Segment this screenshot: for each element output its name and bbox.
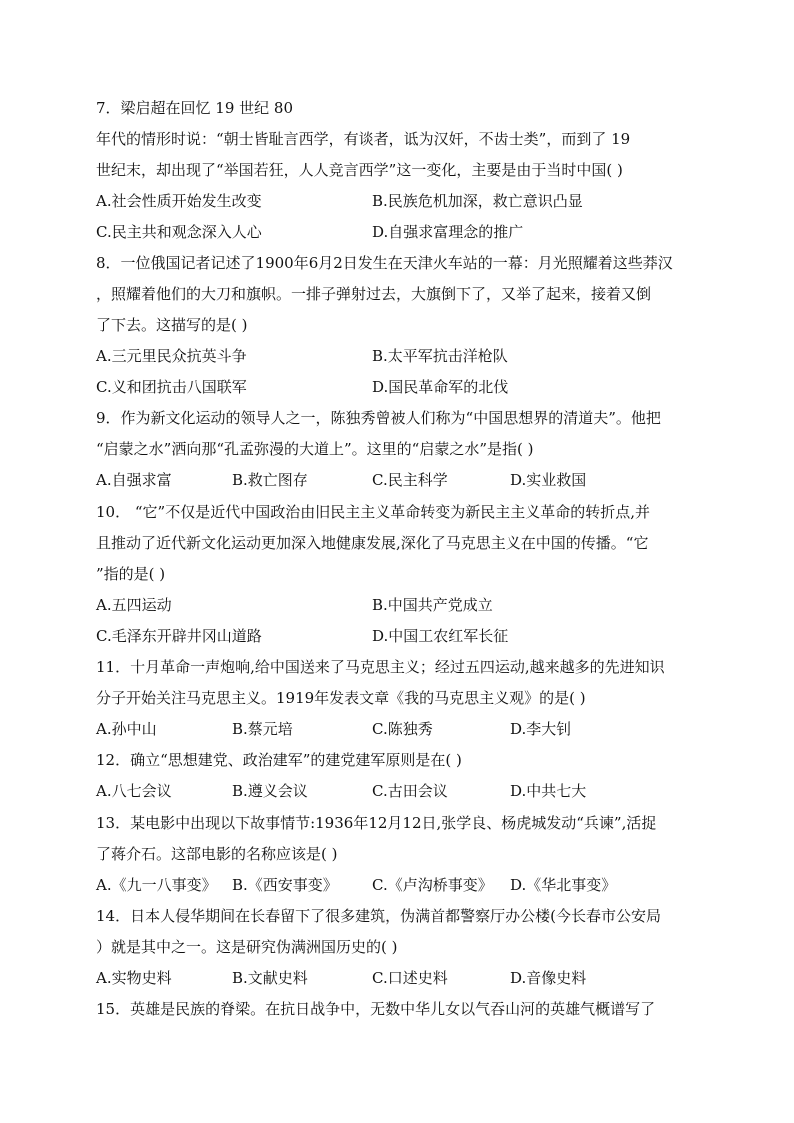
q15-line-1: 15．英雄是民族的脊梁。在抗日战争中，无数中华儿女以气吞山河的英雄气概谱写了 xyxy=(96,1000,656,1018)
q12-option-d: D.中共七大 xyxy=(510,782,587,800)
q11-option-d: D.李大钊 xyxy=(510,720,572,738)
q11-option-b: B.蔡元培 xyxy=(232,720,293,738)
q8-line-3: 了下去。这描写的是( ) xyxy=(96,316,248,334)
q8-line-1: 8．一位俄国记者记述了1900年6月2日发生在天津火车站的一幕：月光照耀着这些莽汉 xyxy=(96,254,673,272)
q13-option-d: D.《华北事变》 xyxy=(510,876,617,894)
q10-line-3: ”指的是( ) xyxy=(96,565,166,583)
q13-option-c: C.《卢沟桥事变》 xyxy=(372,876,493,894)
q10-line-1: 10． “它”不仅是近代中国政治由旧民主主义革命转变为新民主主义革命的转折点,并 xyxy=(96,503,650,521)
q12-option-b: B.遵义会议 xyxy=(232,782,308,800)
q13-line-1: 13．某电影中出现以下故事情节:1936年12月12日,张学良、杨虎城发动“兵谏”,活捉 xyxy=(96,814,657,832)
q14-option-d: D.音像史料 xyxy=(510,969,587,987)
q11-line-2: 分子开始关注马克思主义。1919年发表文章《我的马克思主义观》的是( ) xyxy=(96,689,586,707)
q9-option-b: B.救亡图存 xyxy=(232,471,308,489)
q14-option-c: C.口述史料 xyxy=(372,969,448,987)
q14-option-b: B.文献史料 xyxy=(232,969,308,987)
q14-line-2: ）就是其中之一。这是研究伪满洲国历史的( ) xyxy=(96,938,398,956)
q11-option-c: C.陈独秀 xyxy=(372,720,433,738)
q11-line-1: 11．十月革命一声炮响,给中国送来了马克思主义；经过五四运动,越来越多的先进知识 xyxy=(96,658,665,676)
q9-option-a: A.自强求富 xyxy=(96,471,172,489)
q12-option-a: A.八七会议 xyxy=(96,782,172,800)
q7-option-a: A.社会性质开始发生改变 xyxy=(96,192,262,210)
q10-line-2: 且推动了近代新文化运动更加深入地健康发展,深化了马克思主义在中国的传播。“它 xyxy=(96,534,649,552)
q7-option-b: B.民族危机加深，救亡意识凸显 xyxy=(372,192,583,210)
q12-line-1: 12．确立“思想建党、政治建军”的建党建军原则是在( ) xyxy=(96,751,462,769)
q10-option-b: B.中国共产党成立 xyxy=(372,596,493,614)
q13-line-2: 了蒋介石。这部电影的名称应该是( ) xyxy=(96,845,338,863)
q8-option-a: A.三元里民众抗英斗争 xyxy=(96,347,247,365)
q7-line-1: 7．梁启超在回忆 19 世纪 80 xyxy=(96,99,294,117)
q9-option-d: D.实业救国 xyxy=(510,471,587,489)
q9-line-2: “启蒙之水”洒向那“孔孟弥漫的大道上”。这里的“启蒙之水”是指( ) xyxy=(96,440,534,458)
q7-option-d: D.自强求富理念的推广 xyxy=(372,223,524,241)
q8-option-c: C.义和团抗击八国联军 xyxy=(96,378,247,396)
q13-option-a: A.《九一八事变》 xyxy=(96,876,217,894)
q8-line-2: ，照耀着他们的大刀和旗帜。一排子弹射过去，大旗倒下了，又举了起来，接着又倒 xyxy=(96,285,652,303)
q10-option-a: A.五四运动 xyxy=(96,596,172,614)
q10-option-c: C.毛泽东开辟井冈山道路 xyxy=(96,627,262,645)
q14-line-1: 14．日本人侵华期间在长春留下了很多建筑，伪满首都警察厅办公楼(今长春市公安局 xyxy=(96,907,661,925)
q8-option-b: B.太平军抗击洋枪队 xyxy=(372,347,508,365)
q10-option-d: D.中国工农红军长征 xyxy=(372,627,509,645)
q9-option-c: C.民主科学 xyxy=(372,471,448,489)
q11-option-a: A.孙中山 xyxy=(96,720,157,738)
q14-option-a: A.实物史料 xyxy=(96,969,172,987)
q13-option-b: B.《西安事变》 xyxy=(232,876,338,894)
q7-line-3: 世纪末，却出现了“举国若狂，人人竞言西学”这一变化，主要是由于当时中国( ) xyxy=(96,161,623,179)
q7-option-c: C.民主共和观念深入人心 xyxy=(96,223,262,241)
q12-option-c: C.古田会议 xyxy=(372,782,448,800)
q8-option-d: D.国民革命军的北伐 xyxy=(372,378,509,396)
q7-line-2: 年代的情形时说：“朝士皆耻言西学，有谈者，诋为汉奸，不齿士类”，而到了 19 xyxy=(96,130,631,148)
q9-line-1: 9．作为新文化运动的领导人之一，陈独秀曾被人们称为“中国思想界的清道夫”。他把 xyxy=(96,409,661,427)
